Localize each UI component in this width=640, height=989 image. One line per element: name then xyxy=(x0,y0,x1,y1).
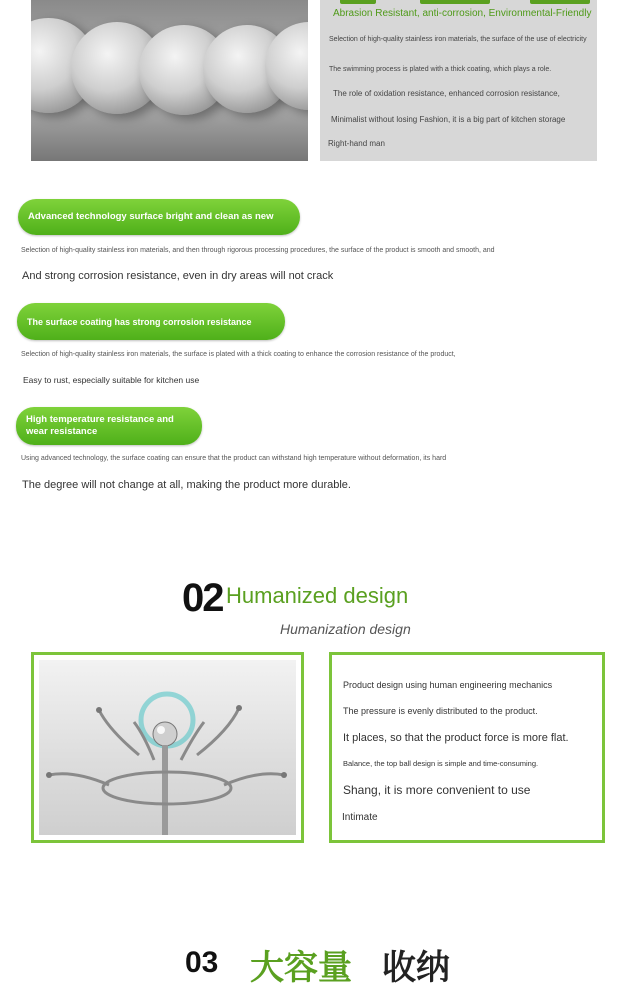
design-line: Product design using human engineering mechanics xyxy=(343,680,553,690)
section-title-green: 大容量 xyxy=(250,949,352,987)
section-subtitle: Humanization design xyxy=(280,621,411,637)
feature-pill-coating xyxy=(17,303,285,340)
design-line: The pressure is evenly distributed to the product. xyxy=(343,706,538,716)
panel-line: The swimming process is plated with a thick coating, which plays a role. xyxy=(329,66,552,73)
panel-line: Right-hand man xyxy=(328,139,385,148)
panel-line: The role of oxidation resistance, enhanced corrosion resistance, xyxy=(333,89,560,98)
hook-rack-illustration xyxy=(39,660,296,835)
panel-header: Abrasion Resistant, anti-corrosion, Environmental-Friendly xyxy=(333,8,592,19)
design-text-panel xyxy=(329,652,605,843)
design-line: Shang, it is more convenient to use xyxy=(343,783,531,797)
design-line: Intimate xyxy=(342,812,378,823)
feature-desc: Using advanced technology, the surface coating can ensure that the product can withstand high temperature without deformation, its hard xyxy=(21,455,447,462)
top-info-panel xyxy=(320,0,597,161)
section-number: 02 xyxy=(182,576,223,620)
title-fragment xyxy=(420,0,490,4)
title-fragment xyxy=(340,0,376,4)
section-number: 03 xyxy=(185,946,219,979)
feature-detail: And strong corrosion resistance, even in dry areas will not crack xyxy=(22,270,334,282)
panel-line: Selection of high-quality stainless iron materials, the surface of the use of electricity xyxy=(329,36,587,43)
steel-rods-photo xyxy=(31,0,308,161)
feature-pill-label: The surface coating has strong corrosion resistance xyxy=(27,317,252,327)
panel-line: Minimalist without losing Fashion, it is a big part of kitchen storage xyxy=(331,115,566,124)
feature-desc: Selection of high-quality stainless iron materials, the surface is plated with a thick coating to enhance the corrosion resistance of the product, xyxy=(21,351,456,358)
feature-pill-surface xyxy=(18,199,300,235)
title-fragment xyxy=(530,0,590,4)
feature-detail: The degree will not change at all, making the product more durable. xyxy=(22,479,351,491)
feature-pill-temperature xyxy=(16,407,202,445)
feature-pill-label: Advanced technology surface bright and clean as new xyxy=(28,211,274,222)
section-title-dark: 收纳 xyxy=(382,949,450,987)
feature-pill-label: wear resistance xyxy=(26,426,98,437)
design-line: It places, so that the product force is more flat. xyxy=(343,732,569,744)
feature-pill-label: High temperature resistance and xyxy=(26,414,174,425)
design-line: Balance, the top ball design is simple and time-consuming. xyxy=(343,759,539,768)
hook-rack-photo xyxy=(31,652,304,843)
section-title: Humanized design xyxy=(226,583,409,608)
feature-desc: Selection of high-quality stainless iron materials, and then through rigorous processing procedures, the surface of the product is smooth and smooth, and xyxy=(21,247,495,254)
feature-detail: Easy to rust, especially suitable for kitchen use xyxy=(23,375,200,385)
